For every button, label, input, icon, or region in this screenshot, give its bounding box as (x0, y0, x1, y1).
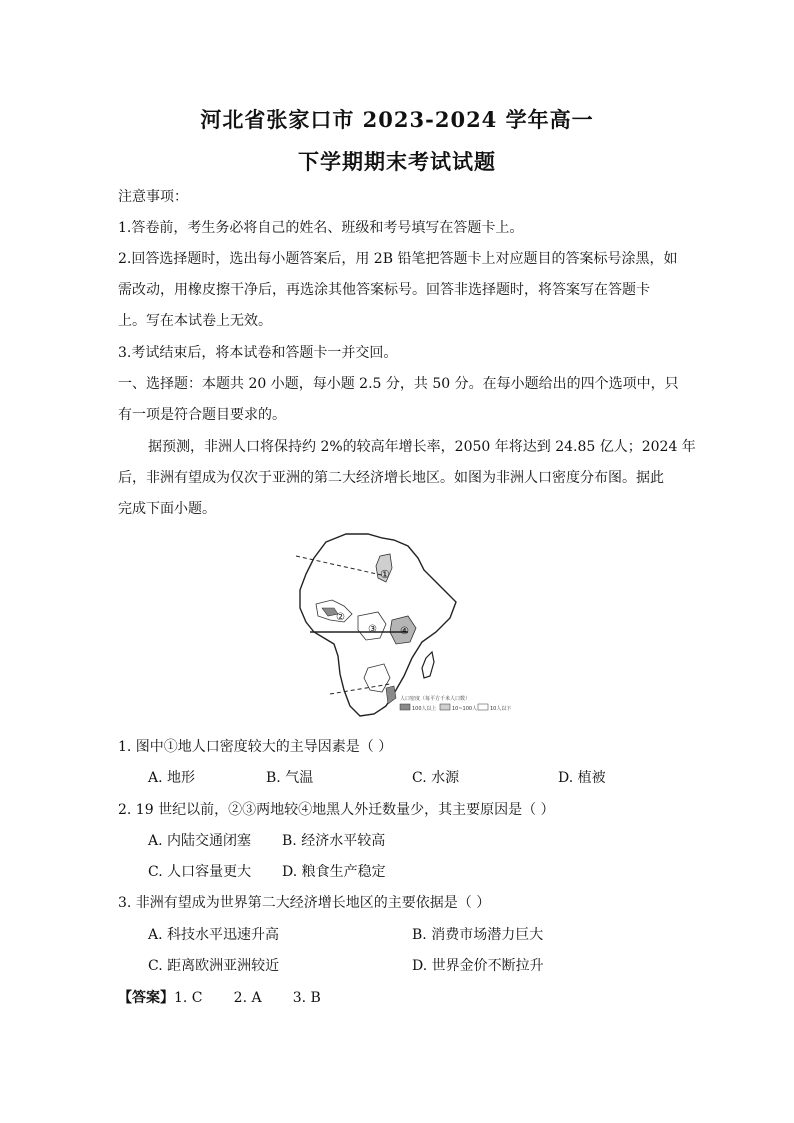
q3-option-d: D. 世界金价不断拉升 (412, 958, 544, 974)
note-2-line3: 上。写在本试卷上无效。 (118, 313, 272, 329)
q2-option-c: C. 人口容量更大 (148, 864, 252, 880)
madagascar-outline (422, 652, 434, 678)
question-2-stem: 2. 19 世纪以前，②③两地较④地黑人外迁数量少，其主要原因是（ ） (118, 802, 555, 818)
note-2-line2: 需改动，用橡皮擦干净后，再选涂其他答案标号。回答非选择题时，将答案写在答题卡 (118, 282, 650, 298)
notes-heading: 注意事项： (118, 189, 188, 205)
q1-option-c: C. 水源 (412, 770, 460, 786)
section-instruction-line2: 有一项是符合题目要求的。 (118, 407, 286, 423)
q1-option-d: D. 植被 (558, 770, 606, 786)
legend-title: 人口密度（每平方千米人口数） (400, 696, 471, 702)
question-3-stem: 3. 非洲有望成为世界第二大经济增长地区的主要依据是（ ） (118, 895, 491, 911)
marker-2: ② (336, 612, 345, 623)
marker-3: ③ (368, 624, 377, 635)
note-2-line1: 2.回答选择题时，选出每小题答案后，用 2B 铅笔把答题卡上对应题目的答案标号涂黑，如 (118, 251, 678, 267)
q3-option-b: B. 消费市场潜力巨大 (412, 927, 544, 943)
exam-title-line1: 河北省张家口市 2023-2024 学年高一 (200, 107, 594, 132)
legend-item-mid: 10~100人 (452, 706, 478, 712)
legend-item-low: 10人以下 (490, 706, 512, 712)
answer-label: 【答案】 (118, 990, 174, 1006)
passage-line3: 完成下面小题。 (118, 501, 216, 517)
q1-option-b: B. 气温 (266, 770, 314, 786)
density-region-southeast (386, 686, 396, 704)
africa-population-density-map (286, 528, 518, 724)
note-1: 1.答卷前，考生务必将自己的姓名、班级和考号填写在答题卡上。 (118, 220, 524, 236)
q2-option-a: A. 内陆交通闭塞 (148, 833, 252, 849)
q2-option-b: B. 经济水平较高 (282, 833, 386, 849)
section-instruction-line1: 一、选择题：本题共 20 小题，每小题 2.5 分，共 50 分。在每小题给出的四个选项中，只 (118, 376, 679, 392)
answer-line (118, 989, 678, 1007)
note-3: 3.考试结束后，将本试卷和答题卡一并交回。 (118, 345, 398, 361)
question-1-stem: 1. 图中①地人口密度较大的主导因素是（ ） (118, 739, 393, 755)
legend-item-high: 100人以上 (412, 706, 437, 712)
answer-text: 1. C 2. A 3. B (174, 990, 321, 1006)
legend-swatch-high (400, 704, 410, 710)
legend-swatch-low (478, 704, 488, 710)
passage-line1: 据预测，非洲人口将保持约 2%的较高年增长率，2050 年将达到 24.85 亿人；2024 年 (148, 439, 696, 455)
marker-1: ① (380, 568, 390, 581)
exam-title-line2: 下学期期末考试试题 (298, 149, 496, 174)
q3-option-c: C. 距离欧洲亚洲较近 (148, 958, 280, 974)
legend-swatch-mid (440, 704, 450, 710)
q2-option-d: D. 粮食生产稳定 (282, 864, 386, 880)
passage-line2: 后，非洲有望成为仅次于亚洲的第二大经济增长地区。如图为非洲人口密度分布图。据此 (118, 470, 664, 486)
q3-option-a: A. 科技水平迅速升高 (148, 927, 280, 943)
marker-4: ④ (400, 626, 409, 637)
q1-option-a: A. 地形 (148, 770, 196, 786)
